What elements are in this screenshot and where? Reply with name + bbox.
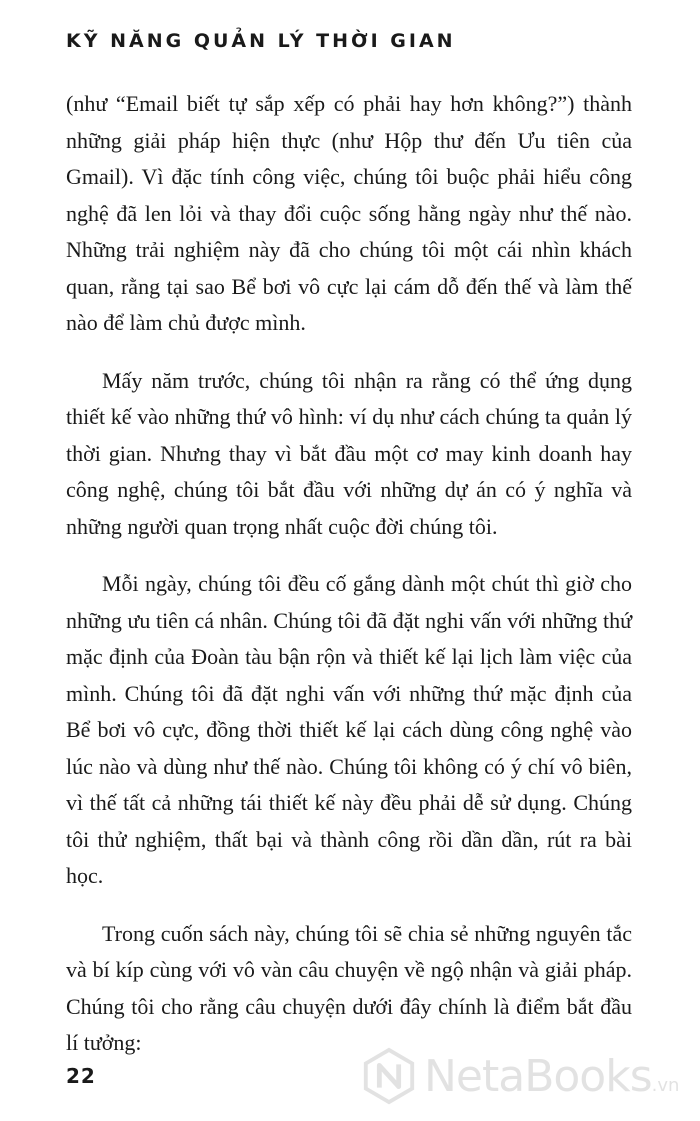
paragraph-2: Mấy năm trước, chúng tôi nhận ra rằng có thể ứng dụng thiết kế vào những thứ vô hình: ví dụ như cách chúng ta quản lý thời gian. Nhưng thay vì bắt đầu một cơ may kinh doanh hay công nghệ, chúng tôi bắt đầu với những dự án có ý nghĩa và những người quan trọng nhất cuộc đời chúng tôi. [66, 367, 632, 539]
netabooks-logo-icon [360, 1047, 418, 1105]
body-text [66, 86, 632, 1083]
paragraph-3: Mỗi ngày, chúng tôi đều cố gắng dành một chút thì giờ cho những ưu tiên cá nhân. Chúng tôi đã đặt nghi vấn với những thứ mặc định của Đoàn tàu bận rộn và thiết kế lại lịch làm việc của mình. Chúng tôi đã đặt nghi vấn với những thứ mặc định của Bể bơi vô cực, đồng thời thiết kế lại cách dùng công nghệ vào lúc nào và dùng như thế nào. Chúng tôi không có ý chí vô biên, vì thế tất cả những tái thiết kế này đều phải dễ sử dụng. Chúng tôi thử nghiệm, thất bại và thành công rồi dần dần, rút ra bài học. [66, 571, 632, 888]
paragraph-4: Trong cuốn sách này, chúng tôi sẽ chia sẻ những nguyên tắc và bí kíp cùng với vô vàn câu chuyện về ngộ nhận và giải pháp. Chúng tôi cho rằng câu chuyện dưới đây chính là điểm bắt đầu lí tưởng: [66, 920, 632, 1055]
watermark-suffix: .vn [651, 1075, 680, 1096]
running-header: KỸ NĂNG QUẢN LÝ THỜI GIAN [66, 30, 456, 52]
paragraph-1: (như “Email biết tự sắp xếp có phải hay hơn không?”) thành những giải pháp hiện thực (như Hộp thư đến Ưu tiên của Gmail). Vì đặc tính công việc, chúng tôi buộc phải hiểu công nghệ đã len lỏi và thay đổi cuộc sống hằng ngày như thế nào. Những trải nghiệm này đã cho chúng tôi một cái nhìn khách quan, rằng tại sao Bể bơi vô cực lại cám dỗ đến thế và làm thế nào để làm chủ được mình. [66, 91, 632, 335]
netabooks-watermark [360, 1046, 679, 1106]
watermark-text: NetaBooks [424, 1050, 652, 1102]
page-number: 22 [66, 1064, 96, 1088]
